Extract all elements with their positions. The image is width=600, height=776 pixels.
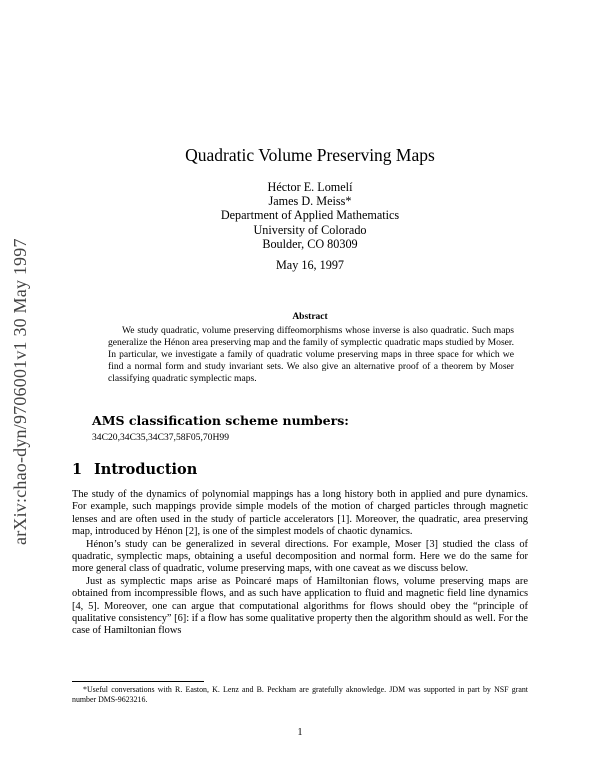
footnote-divider xyxy=(72,681,204,682)
footnote: *Useful conversations with R. Easton, K. Lenz and B. Peckham are gratefully aknowledge. JDM was supported in part by NSF grant number DMS-9623216. xyxy=(72,685,528,704)
section-heading xyxy=(72,461,197,479)
section-number: 1 xyxy=(72,461,83,478)
section-title: Introduction xyxy=(94,461,198,478)
paragraph: The study of the dynamics of polynomial mappings has a long history both in applied and pure dynamics. For example, such mappings provide simple models of the motion of charged particles through magnetic lenses and are often used in the study of particle accelerators [1]. Moreover, the quadratic, area preserving map, introduced by Hénon [2], is one of the simplest models of chaotic dynamics. xyxy=(72,489,528,538)
paragraph: Just as symplectic maps arise as Poincaré maps of Hamiltonian flows, volume preserving maps are obtained from incompressible flows, and as such have application to fluid and magnetic field line dynamics [4, 5]. Moreover, one can argue that computational algorithms for flows should obey the “principle of qualitative consistency” [6]: if a flow has some qualitative property then the algorithm should as well. For the case of Hamiltonian flows xyxy=(72,575,528,637)
author-name: James D. Meiss* xyxy=(268,194,352,209)
paper-title: Quadratic Volume Preserving Maps xyxy=(185,145,435,165)
author-block xyxy=(100,180,520,251)
affiliation-department: Department of Applied Mathematics xyxy=(220,208,400,223)
ams-codes: 34C20,34C35,34C37,58F05,70H99 xyxy=(92,432,229,443)
paper-date: May 16, 1997 xyxy=(275,258,345,272)
abstract-heading: Abstract xyxy=(292,312,328,322)
affiliation-university: University of Colorado xyxy=(253,222,367,237)
page-number: 1 xyxy=(297,727,303,738)
ams-heading: AMS classification scheme numbers: xyxy=(92,413,349,428)
introduction-body xyxy=(72,489,528,638)
affiliation-address: Boulder, CO 80309 xyxy=(262,236,358,251)
abstract-text: We study quadratic, volume preserving diffeomorphisms whose inverse is also quadratic. Such maps generalize the Hénon area preserving map and the family of symplectic quadratic maps studied by Moser. In particular, we investigate a family of quadratic volume preserving maps in three space for which we find a normal form and study invariant sets. We also give an alternative proof of a theorem by Moser classifying quadratic symplectic maps. xyxy=(108,325,514,385)
paragraph: Hénon’s study can be generalized in several directions. For example, Moser [3] studied the class of quadratic, symplectic maps, obtaining a useful decomposition and normal form. Here we do the same for more general class of quadratic, volume preserving maps, with one caveat as we discuss below. xyxy=(72,538,528,575)
author-name: Héctor E. Lomelí xyxy=(267,180,353,194)
arxiv-identifier: arXiv:chao-dyn/9706001v1 30 May 1997 xyxy=(10,238,30,545)
